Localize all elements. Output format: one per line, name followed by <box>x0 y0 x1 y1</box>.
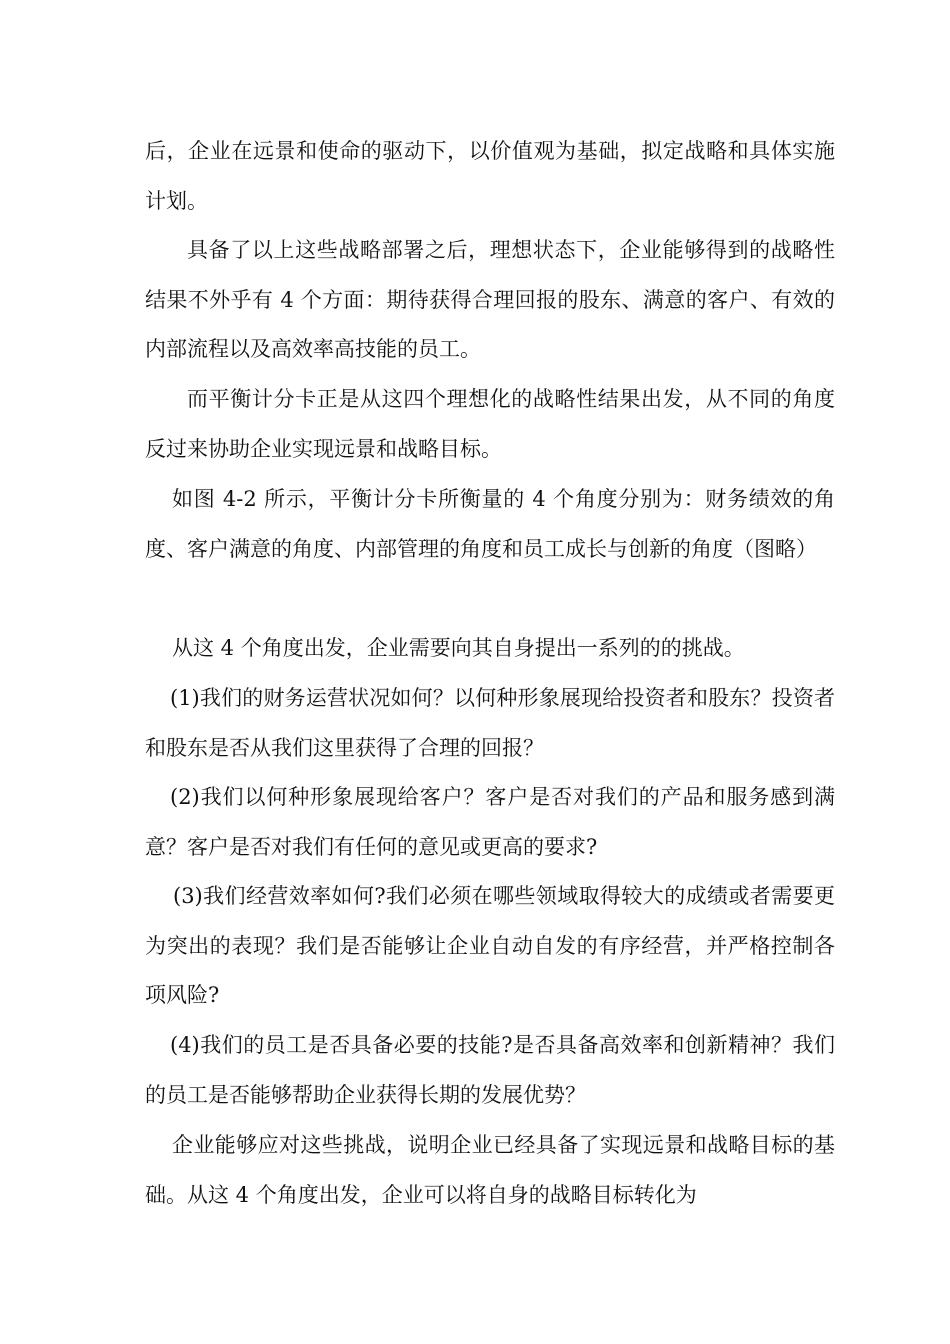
question-employee: (4)我们的员工是否具备必要的技能?是否具备高效率和创新精神？我们的员工是否能够帮助企业获得长期的发展优势？ <box>145 1033 835 1107</box>
paragraph-balanced-scorecard: 而平衡计分卡正是从这四个理想化的战略性结果出发，从不同的角度反过来协助企业实现远景和战略目标。 <box>145 387 835 461</box>
paragraph-strategic-results: 具备了以上这些战略部署之后，理想状态下，企业能够得到的战略性结果不外乎有 4 个方面：期待获得合理回报的股东、满意的客户、有效的内部流程以及高效率高技能的员工。 <box>145 238 835 361</box>
paragraph-continuation: 后，企业在远景和使命的驱动下，以价值观为基础，拟定战略和具体实施计划。 <box>145 139 835 213</box>
paragraph-conclusion: 企业能够应对这些挑战，说明企业已经具备了实现远景和战略目标的基础。从这 4 个角度出发，企业可以将自身的战略目标转化为 <box>145 1133 835 1207</box>
question-financial: (1)我们的财务运营状况如何？以何种形象展现给投资者和股东？投资者和股东是否从我们这里获得了合理的回报？ <box>145 686 835 760</box>
question-customer: (2)我们以何种形象展现给客户？客户是否对我们的产品和服务感到满意？客户是否对我们有任何的意见或更高的要求? <box>145 785 835 859</box>
question-internal: (3)我们经营效率如何?我们必须在哪些领域取得较大的成绩或者需要更为突出的表现？我们是否能够让企业自动自发的有序经营，并严格控制各项风险? <box>145 884 835 1007</box>
paragraph-four-perspectives: 如图 4-2 所示，平衡计分卡所衡量的 4 个角度分别为：财务绩效的角度、客户满意的角度、内部管理的角度和员工成长与创新的角度（图略） <box>145 487 835 561</box>
paragraph-challenges-intro: 从这 4 个角度出发，企业需要向其自身提出一系列的的挑战。 <box>172 636 745 660</box>
